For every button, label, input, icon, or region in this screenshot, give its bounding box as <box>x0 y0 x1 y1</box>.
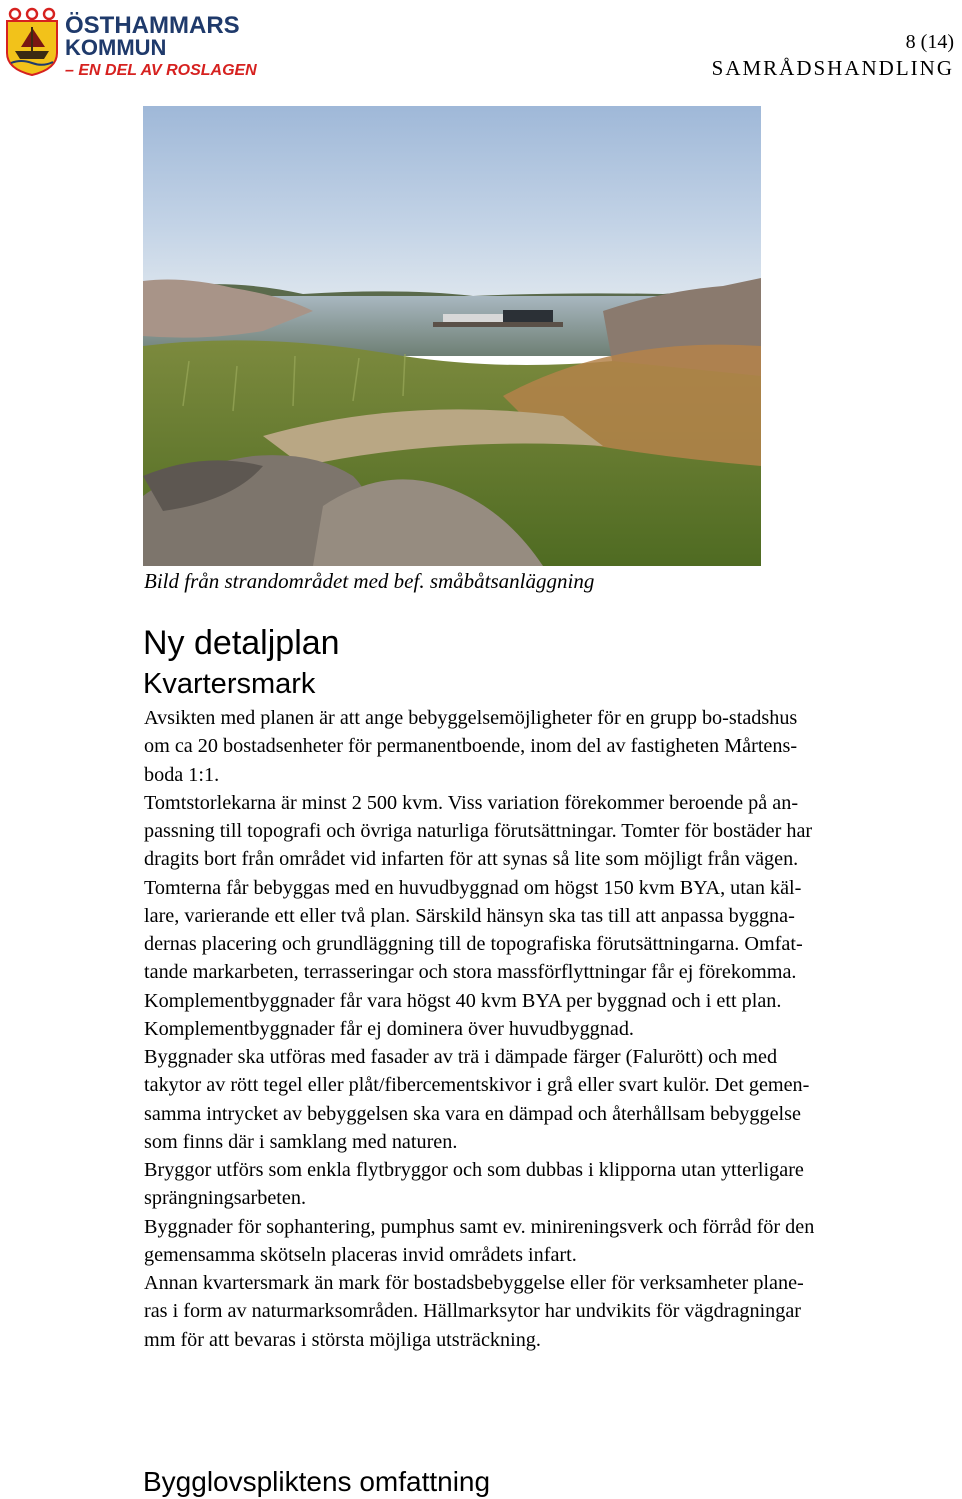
body-line: passning till topografi och övriga naturliga förutsättningar. Tomter för bostäder har <box>144 820 813 842</box>
logo-line-2: KOMMUN <box>65 35 167 60</box>
document-type: SAMRÅDSHANDLING <box>711 56 954 80</box>
body-line: Tomterna får bebyggas med en huvudbyggnad om högst 150 kvm BYA, utan käl- <box>144 876 802 899</box>
body-line: samma intrycket av bebyggelsen ska vara en dämpad och återhållsam bebyggelse <box>144 1102 801 1125</box>
body-line: ras i form av naturmarksområden. Hällmarksytor har undvikits för vägdragningar <box>144 1300 802 1323</box>
body-line: Komplementbyggnader får vara högst 40 kvm BYA per byggnad och i ett plan. <box>144 989 782 1012</box>
body-line: gemensamma skötseln placeras invid områdets infart. <box>144 1243 577 1266</box>
body-line: Annan kvartersmark än mark för bostadsbebyggelse eller för verksamheter plane- <box>144 1272 804 1294</box>
body-line: dernas placering och grundläggning till de topografiska förutsättningarna. Omfat- <box>144 933 803 955</box>
ship-shield-icon <box>7 21 57 75</box>
section-heading: Ny detaljplan <box>143 624 340 662</box>
section-subheading: Kvartersmark <box>143 668 316 700</box>
body-line: om ca 20 bostadsenheter för permanentboende, inom del av fastigheten Mårtens- <box>144 735 798 758</box>
body-line: boda 1:1. <box>144 763 220 786</box>
logo-line-1: ÖSTHAMMARS <box>65 12 240 39</box>
crowns-icon <box>10 9 54 19</box>
body-line: som finns där i samklang med naturen. <box>144 1130 458 1153</box>
body-line: Avsikten med planen är att ange bebyggelsemöjligheter för en grupp bo-stadshus <box>144 707 798 729</box>
body-line: dragits bort från området vid infarten för att synas så lite som möjligt från vägen. <box>144 848 799 871</box>
body-line: takytor av rött tegel eller plåt/fibercementskivor i grå eller svart kulör. Det gemen- <box>144 1074 810 1097</box>
body-line: Byggnader för sophantering, pumphus samt ev. minireningsverk och förråd för den <box>144 1215 815 1238</box>
page-number: 8 (14) <box>905 31 954 53</box>
body-line: sprängningsarbeten. <box>144 1187 307 1210</box>
body-line: Bryggor utförs som enkla flytbryggor och som dubbas i klipporna utan ytterligare <box>144 1159 804 1181</box>
body-line: Komplementbyggnader får ej dominera över huvudbyggnad. <box>144 1017 634 1040</box>
body-line: lare, varierande ett eller två plan. Särskild hänsyn ska tas till att anpassa byggna- <box>144 904 795 927</box>
next-section-heading: Bygglovspliktens omfattning <box>143 1466 491 1497</box>
body-line: Byggnader ska utföras med fasader av trä i dämpade färger (Falurött) och med <box>144 1046 778 1068</box>
municipality-logo <box>3 5 257 79</box>
logo-line-3: – EN DEL AV ROSLAGEN <box>65 62 257 79</box>
body-line: mm för att bevaras i största möjliga utsträckning. <box>144 1328 541 1351</box>
body-line: Tomtstorlekarna är minst 2 500 kvm. Viss variation förekommer beroende på an- <box>144 791 799 814</box>
photo-caption: Bild från strandområdet med bef. småbåtsanläggning <box>144 569 595 593</box>
shoreline-photo <box>143 106 761 566</box>
body-line: tande markarbeten, terrasseringar och stora massförflyttningar får ej förekomma. <box>144 961 797 984</box>
body-text <box>144 704 962 1354</box>
